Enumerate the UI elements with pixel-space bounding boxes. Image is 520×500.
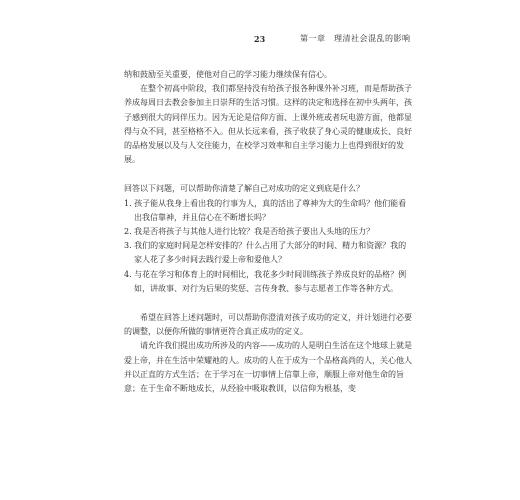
body-text (124, 68, 414, 396)
paragraph-continued: 纳和鼓励至关重要，使他对自己的学习能力继续保有信心。 (124, 70, 332, 79)
page-number: 23 (254, 34, 266, 44)
running-header-chapter-title: 第一章 理清社会混乱的影响 (300, 34, 411, 43)
paragraph: 请允许我们提出成功所涉及的内容——成功的人是明白生活在这个地球上就是爱上帝，并在生活中荣耀祂的人。成功的人在于成为一个品格高尚的人，关心他人并以正直的方式生活；在于学习在一切事情上信靠上帝，顺服上帝对他生命的旨意；在于生命不断地成长，从经验中吸取教训，以信仰为根基，变 (124, 341, 412, 394)
spacer (124, 167, 414, 182)
questions-intro: 回答以下问题，可以帮助你清楚了解自己对成功的定义到底是什么？ (124, 184, 364, 194)
paragraph: 在整个初高中阶段，我们都坚持没有给孩子报各种课外补习班，而是帮助孩子养成每周日去教会参加主日崇拜的生活习惯。这样的决定和选择在初中头两年，孩子感到很大的同伴压力。因为无论是信仰方面、上课外班或者玩电游方面，他都显得与众不同，甚至格格不入。但从长远来看，孩子收获了身心灵的健康成长、良好的品格发展以及与人交往能力，在校学习效率和自主学习能力上也得到很好的发展。 (124, 84, 412, 165)
question-item: 1. 孩子能从我身上看出我的行事为人，真的活出了尊神为大的生命吗？他们能看出我信靠神，并且信心在不断增长吗？ (124, 198, 407, 222)
question-item: 3. 我们的家庭时间是怎样安排的？什么占用了大部分的时间、精力和资源？我的家人花了多少时间去践行爱上帝和爱他人？ (124, 241, 407, 265)
paragraph: 希望在回答上述问题时，可以帮助你澄清对孩子成功的定义，并计划进行必要的调整，以便你所做的事情更符合真正成功的定义。 (124, 313, 412, 337)
spacer (124, 296, 414, 311)
question-item: 2. 我是否将孩子与其他人进行比较？我是否给孩子要出人头地的压力？ (124, 227, 375, 237)
question-list (124, 197, 414, 296)
question-item: 4. 与花在学习和体育上的时间相比，我花多少时间训练孩子养成良好的品格？例如，讲故事、对行为后果的奖惩、言传身教、参与志愿者工作等各种方式。 (124, 269, 407, 293)
